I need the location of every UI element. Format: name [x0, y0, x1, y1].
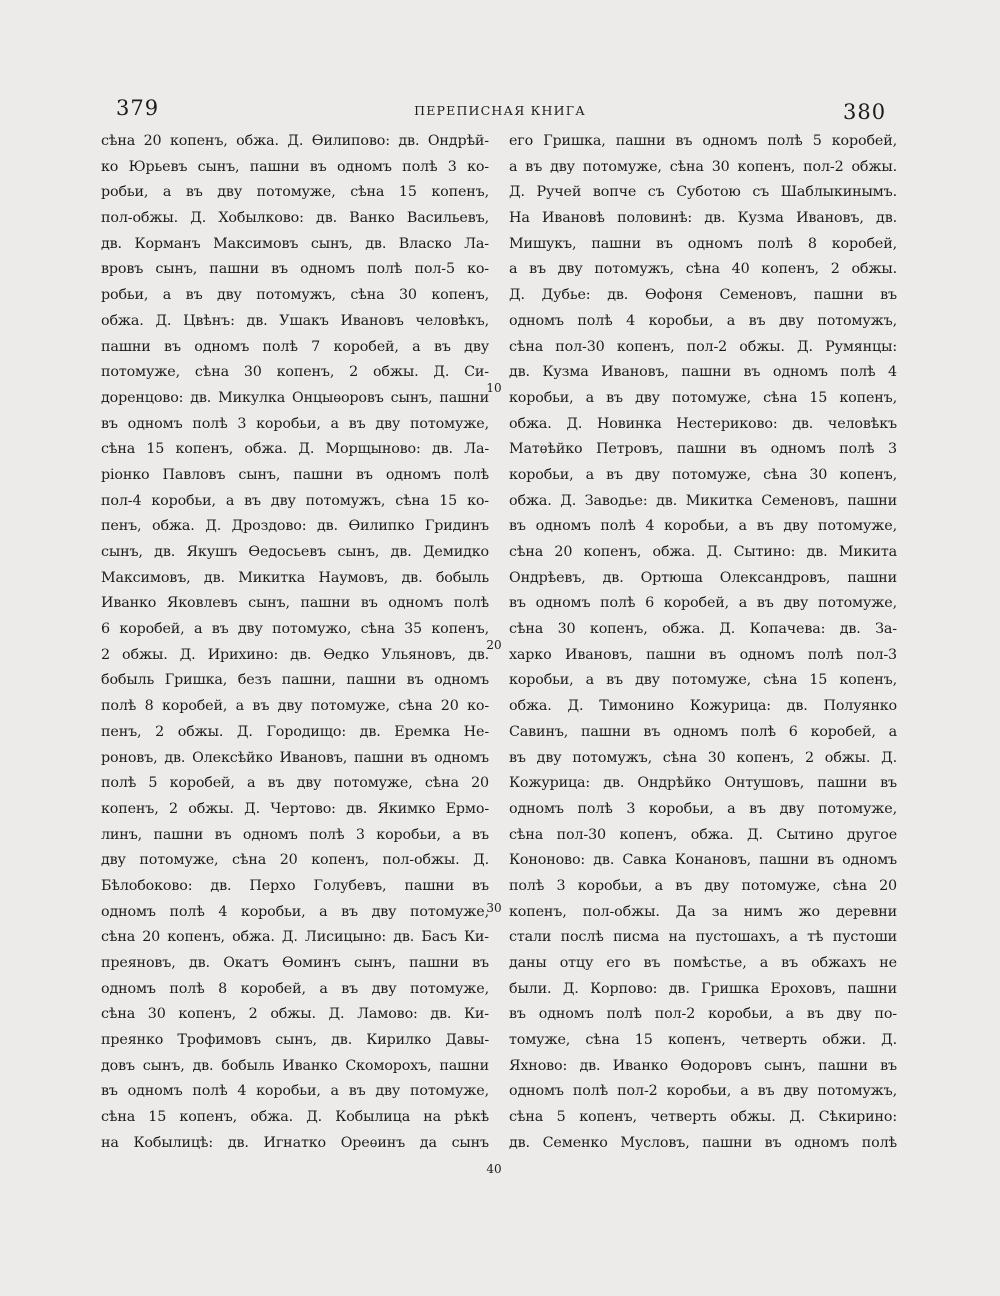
text-line: Иванко Яковлевъ сынъ, пашни въ одномъ полѣ	[101, 595, 489, 612]
text-line: а въ дву потомуже, сѣна 30 копенъ, пол-2 обжы.	[509, 158, 897, 175]
text-line: пол-обжы. Д. Хобылково: дв. Ванко Васильевъ,	[101, 210, 489, 227]
text-line: Д. Ручей вопче съ Суботою съ Шаблыкинымъ.	[509, 184, 897, 201]
text-line: сѣна 20 копенъ, обжа. Д. Лисицыно: дв. Басъ Ки-	[101, 929, 489, 946]
text-line: полѣ 5 коробей, а въ дву потомуже, сѣна 20	[101, 775, 489, 792]
running-title: ПЕРЕПИСНАЯ КНИГА	[414, 103, 586, 118]
text-line: одномъ полѣ 4 коробьи, а въ дву потомужъ,	[509, 312, 897, 329]
text-line: пол-4 коробьи, а въ дву потомужъ, сѣна 15 ко-	[101, 492, 489, 509]
text-line: коробьи, а въ дву потомуже, сѣна 30 копенъ,	[509, 466, 897, 483]
left-text-column	[101, 129, 489, 1157]
text-line: дв. Кузма Ивановъ, пашни въ одномъ полѣ 4	[509, 364, 897, 381]
text-line: На Ивановѣ половинѣ: дв. Кузма Ивановъ, дв.	[509, 210, 897, 227]
text-line: линъ, пашни въ одномъ полѣ 3 коробьи, а въ	[101, 826, 489, 843]
line-number-marker: 10	[486, 381, 502, 395]
text-line: Кожурица: дв. Ондрѣйко Онтушовъ, пашни въ	[509, 775, 897, 792]
line-number-marker: 40	[486, 1162, 502, 1176]
text-line: Максимовъ, дв. Микитка Наумовъ, дв. бобыль	[101, 569, 489, 586]
text-line: вровъ сынъ, пашни въ одномъ полѣ пол-5 ко-	[101, 261, 489, 278]
text-line: были. Д. Корпово: дв. Гришка Ероховъ, пашни	[509, 980, 897, 997]
text-line: обжа. Д. Цвѣнъ: дв. Ушакъ Ивановъ человѣкъ,	[101, 312, 489, 329]
text-line: 6 коробей, а въ дву потомужо, сѣна 35 копенъ,	[101, 621, 489, 638]
text-line: въ одномъ полѣ 4 коробьи, а въ дву потомуже,	[101, 1083, 489, 1100]
text-line: потомуже, сѣна 30 копенъ, 2 обжы. Д. Си-	[101, 364, 489, 381]
text-line: довъ сынъ, дв. бобыль Иванко Скоморохъ, пашни	[101, 1057, 489, 1074]
right-page-number: 380	[843, 100, 887, 124]
text-line: Кононово: дв. Савка Конановъ, пашни въ одномъ	[509, 852, 897, 869]
text-line: робьи, а въ дву потомуже, сѣна 15 копенъ,	[101, 184, 489, 201]
text-line: дву потомуже, сѣна 20 копенъ, пол-обжы. Д.	[101, 852, 489, 869]
text-line: роновъ, дв. Олексѣйко Ивановъ, пашни въ одномъ	[101, 749, 489, 766]
text-line: въ одномъ полѣ 4 коробьи, а въ дву потомуже,	[509, 518, 897, 535]
text-line: дв. Корманъ Максимовъ сынъ, дв. Власко Ла-	[101, 235, 489, 252]
text-line: томуже, сѣна 15 копенъ, четверть обжи. Д.	[509, 1032, 897, 1049]
text-line: доренцово: дв. Микулка Онцыѳоровъ сынъ, пашни	[101, 389, 489, 406]
text-line: одномъ полѣ 4 коробьи, а въ дву потомуже,	[101, 903, 489, 920]
text-line: Бѣлобоково: дв. Перхо Голубевъ, пашни въ	[101, 877, 489, 894]
line-number-marker: 20	[486, 638, 502, 652]
text-line: сѣна 30 копенъ, обжа. Д. Копачева: дв. За-	[509, 621, 897, 638]
text-line: въ одномъ полѣ 6 коробей, а въ дву потомуже,	[509, 595, 897, 612]
text-line: дв. Семенко Мусловъ, пашни въ одномъ полѣ	[509, 1134, 897, 1151]
text-line: сѣна 20 копенъ, обжа. Д. Сытино: дв. Микита	[509, 544, 897, 560]
text-line: одномъ полѣ 3 коробьи, а въ дву потомуже,	[509, 800, 897, 817]
text-line: Савинъ, пашни въ одномъ полѣ 6 коробей, а	[509, 723, 897, 740]
text-line: бобыль Гришка, безъ пашни, пашни въ одномъ	[101, 672, 489, 689]
text-line: преяновъ, дв. Окатъ Ѳоминъ сынъ, пашни въ	[101, 955, 489, 971]
left-page-number: 379	[116, 96, 160, 120]
text-line: сѣна пол-30 копенъ, пол-2 обжы. Д. Румянцы:	[509, 338, 897, 355]
text-line: въ одномъ полѣ пол-2 коробьи, а въ дву по-	[509, 1006, 897, 1023]
text-line: ріонко Павловъ сынъ, пашни въ одномъ полѣ	[101, 466, 489, 483]
page-header	[0, 96, 1000, 130]
text-line: пенъ, 2 обжы. Д. Городищо: дв. Еремка Не-	[101, 723, 489, 740]
text-line: ко Юрьевъ сынъ, пашни въ одномъ полѣ 3 ко-	[101, 158, 489, 175]
text-line: на Кобылицѣ: дв. Игнатко Ореѳинъ да сынъ	[101, 1134, 489, 1151]
text-line: сѣна 15 копенъ, обжа. Д. Морщыново: дв. Ла-	[101, 441, 489, 458]
text-line: сынъ, дв. Якушъ Ѳедосьевъ сынъ, дв. Демидко	[101, 544, 489, 560]
text-line: сѣна 15 копенъ, обжа. Д. Кобылица на рѣкѣ	[101, 1109, 489, 1126]
text-line: харко Ивановъ, пашни въ одномъ полѣ пол-3	[509, 646, 897, 663]
text-line: коробьи, а въ дву потомуже, сѣна 15 копенъ,	[509, 672, 897, 689]
text-line: въ одномъ полѣ 3 коробьи, а въ дву потомуже,	[101, 415, 489, 432]
text-line: коробьи, а въ дву потомуже, сѣна 15 копенъ,	[509, 389, 897, 406]
text-line: полѣ 3 коробьи, а въ дву потомуже, сѣна 20	[509, 877, 897, 894]
text-line: обжа. Д. Заводье: дв. Микитка Семеновъ, пашни	[509, 492, 897, 509]
text-line: Мишукъ, пашни въ одномъ полѣ 8 коробей,	[509, 235, 897, 252]
text-line: даны отцу его въ помѣстье, а въ обжахъ не	[509, 955, 897, 971]
text-line: сѣна 20 копенъ, обжа. Д. Ѳилипово: дв. Ондрѣй-	[101, 133, 489, 149]
text-line: пенъ, обжа. Д. Дроздово: дв. Ѳилипко Гридинъ	[101, 518, 489, 535]
text-line: обжа. Д. Тимонино Кожурица: дв. Полуянко	[509, 698, 897, 715]
line-number-marker: 30	[486, 901, 502, 915]
text-line: сѣна 30 копенъ, 2 обжы. Д. Ламово: дв. Ки-	[101, 1006, 489, 1023]
right-text-column	[509, 129, 897, 1157]
text-line: преянко Трофимовъ сынъ, дв. Кирилко Давы-	[101, 1032, 489, 1049]
text-line: Д. Дубье: дв. Ѳофоня Семеновъ, пашни въ	[509, 287, 897, 304]
text-line: сѣна 5 копенъ, четверть обжы. Д. Сѣкирино:	[509, 1109, 897, 1126]
text-line: Ондрѣевъ, дв. Ортюша Олександровъ, пашни	[509, 569, 897, 586]
text-line: Матѳѣйко Петровъ, пашни въ одномъ полѣ 3	[509, 441, 897, 458]
text-line: копенъ, пол-обжы. Да за нимъ жо деревни	[509, 903, 897, 920]
text-line: пашни въ одномъ полѣ 7 коробей, а въ дву	[101, 338, 489, 355]
text-line: полѣ 8 коробей, а въ дву потомуже, сѣна 20 ко-	[101, 698, 489, 715]
text-line: Яхново: дв. Иванко Ѳодоровъ сынъ, пашни въ	[509, 1057, 897, 1074]
text-line: его Гришка, пашни въ одномъ полѣ 5 коробей,	[509, 133, 897, 149]
text-line: въ дву потомужъ, сѣна 30 копенъ, 2 обжы. Д.	[509, 749, 897, 766]
text-line: одномъ полѣ 8 коробей, а въ дву потомуже,	[101, 980, 489, 997]
text-line: копенъ, 2 обжы. Д. Чертово: дв. Якимко Ермо-	[101, 800, 489, 817]
text-line: стали послѣ писма на пустошахъ, а тѣ пустоши	[509, 929, 897, 946]
text-line: 2 обжы. Д. Ирихино: дв. Ѳедко Ульяновъ, дв.	[101, 646, 489, 663]
text-line: а въ дву потомужъ, сѣна 40 копенъ, 2 обжы.	[509, 261, 897, 278]
text-line: сѣна пол-30 копенъ, обжа. Д. Сытино другое	[509, 826, 897, 843]
text-line: обжа. Д. Новинка Нестериково: дв. человѣкъ	[509, 415, 897, 432]
text-line: робьи, а въ дву потомужъ, сѣна 30 копенъ,	[101, 287, 489, 304]
text-line: одномъ полѣ пол-2 коробьи, а въ дву потомужъ,	[509, 1083, 897, 1100]
